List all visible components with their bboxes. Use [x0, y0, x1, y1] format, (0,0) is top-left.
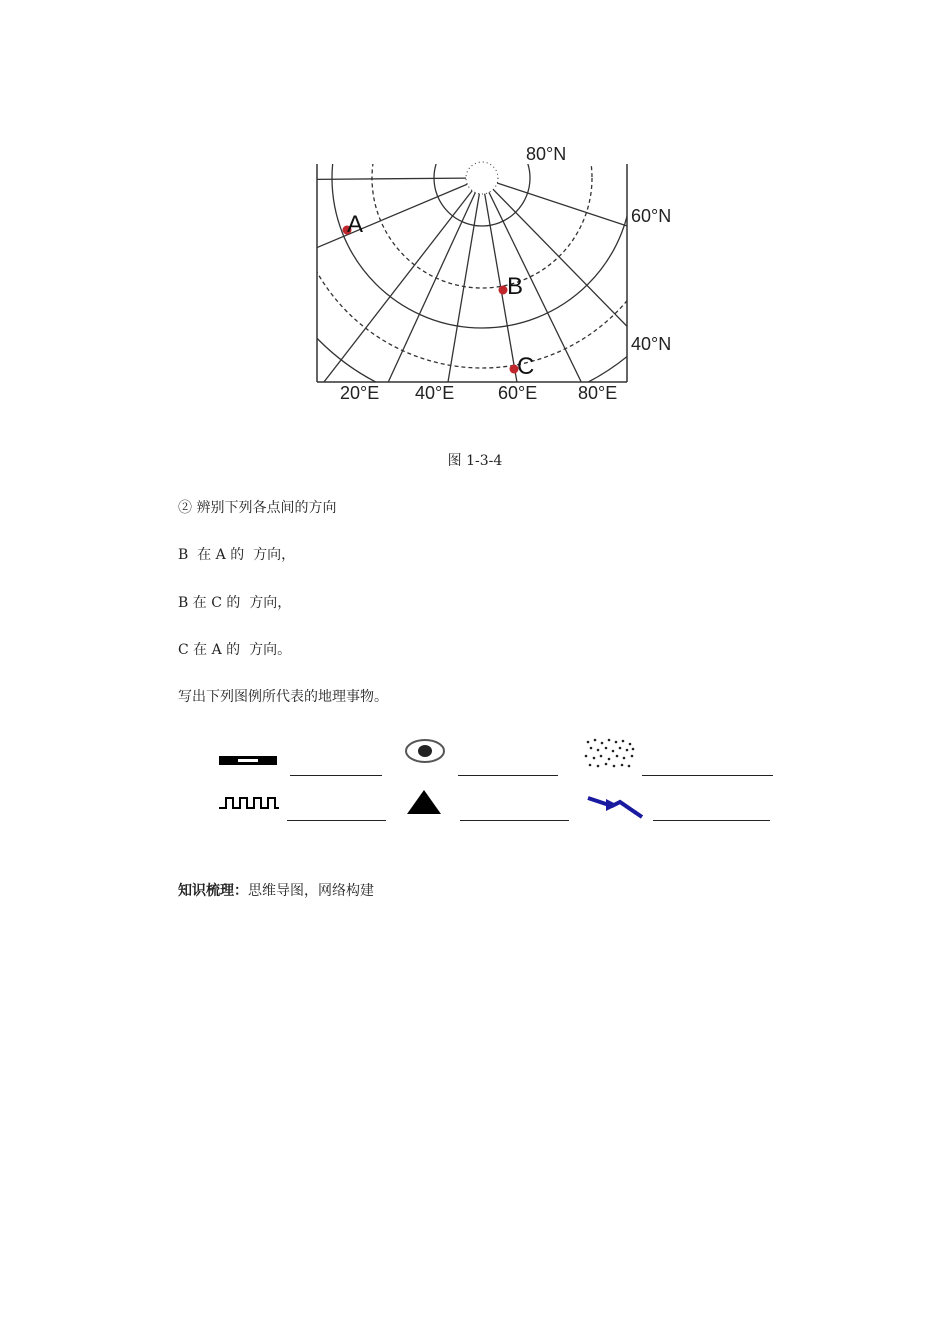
- question-title: ② 辨别下列各点间的方向: [178, 500, 337, 516]
- sand-icon: [582, 736, 638, 770]
- answer-blank-2[interactable]: [458, 775, 558, 776]
- answer-blank-5[interactable]: [460, 820, 569, 821]
- lon-label-20: 20°E: [340, 383, 380, 403]
- lat-label-60: 60°N: [631, 206, 672, 226]
- city-icon: [403, 738, 447, 764]
- question-line-1: B 在 A 的 方向，: [178, 547, 296, 563]
- question-line-2: B 在 C 的 方向，: [178, 595, 292, 611]
- figure-caption: 图 1-3-4: [447, 453, 503, 469]
- point-a-label: A: [347, 211, 364, 238]
- point-c-label: C: [517, 353, 535, 380]
- peak-icon: [405, 788, 443, 816]
- lat-label-40: 40°N: [631, 334, 672, 354]
- summary-label: 知识梳理：: [178, 883, 248, 899]
- wall-icon: [218, 795, 280, 811]
- lon-label-40: 40°E: [415, 383, 455, 403]
- answer-blank-4[interactable]: [287, 820, 386, 821]
- waterfall-icon: [586, 792, 644, 820]
- latitude-longitude-map: [300, 140, 700, 410]
- answer-blank-1[interactable]: [290, 775, 382, 776]
- railway-icon: [218, 755, 278, 767]
- summary-text: 思维导图，网络构建: [248, 883, 374, 899]
- lon-label-80: 80°E: [578, 383, 618, 403]
- point-b-label: B: [507, 273, 524, 300]
- question-line-3: C 在 A 的 方向。: [178, 642, 292, 658]
- lat-label-80: 80°N: [526, 144, 567, 164]
- answer-blank-6[interactable]: [653, 820, 770, 821]
- answer-blank-3[interactable]: [642, 775, 773, 776]
- legend-prompt: 写出下列图例所代表的地理事物。: [178, 689, 388, 705]
- lon-label-60: 60°E: [498, 383, 538, 403]
- summary-line: [178, 880, 374, 900]
